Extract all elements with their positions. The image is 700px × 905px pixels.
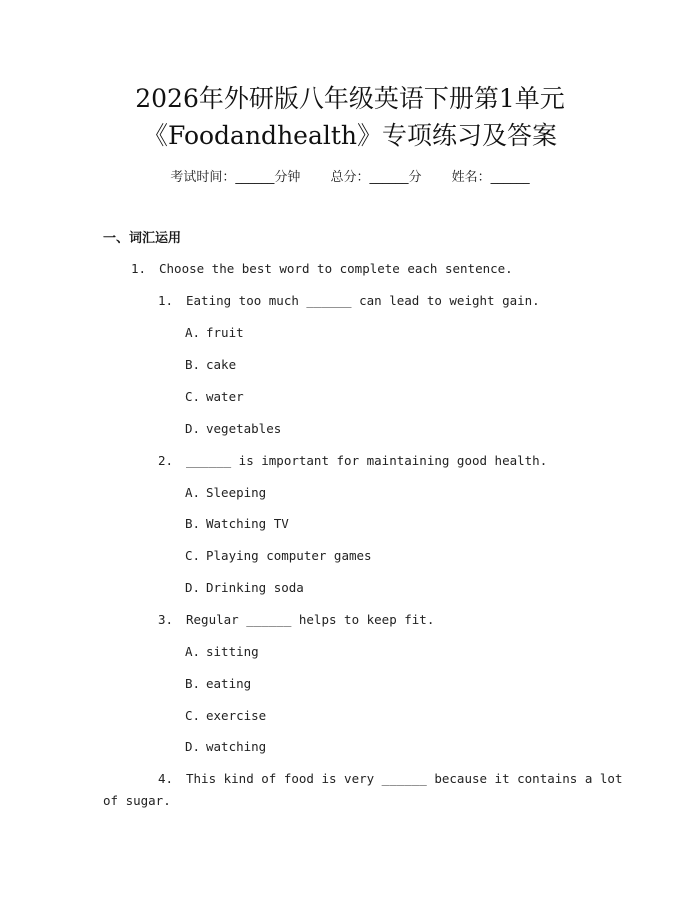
total-score-field: 总分：______分	[330, 170, 422, 185]
option-letter: B.	[185, 357, 201, 372]
question-text: Eating too much ______ can lead to weight gain.	[186, 293, 540, 308]
option-letter: A.	[185, 485, 201, 500]
option-letter: B.	[185, 516, 201, 531]
doc-title-line-2: 《Foodandhealth》专项练习及答案	[142, 121, 558, 150]
question-number: 3.	[158, 612, 174, 627]
option-text: water	[206, 389, 244, 404]
q1-option-b	[185, 355, 236, 375]
question-1	[158, 291, 540, 311]
option-letter: A.	[185, 325, 201, 340]
doc-title-line-1: 2026年外研版八年级英语下册第1单元	[135, 84, 565, 113]
option-text: cake	[206, 357, 237, 372]
option-text: Playing computer games	[206, 548, 372, 563]
option-letter: C.	[185, 548, 201, 563]
student-name-field: 姓名：______	[451, 170, 530, 185]
exam-meta	[0, 168, 700, 188]
question-number: 2.	[158, 453, 174, 468]
option-text: Watching TV	[206, 516, 289, 531]
option-letter: D.	[185, 421, 201, 436]
option-letter: D.	[185, 580, 201, 595]
task-number: 1.	[131, 261, 147, 276]
q3-option-b	[185, 674, 251, 694]
q1-option-c	[185, 387, 244, 407]
q2-option-b	[185, 514, 289, 534]
option-letter: D.	[185, 739, 201, 754]
option-text: Sleeping	[206, 485, 267, 500]
question-4-continuation: of sugar.	[103, 793, 171, 808]
question-number: 1.	[158, 293, 174, 308]
q2-option-a	[185, 483, 266, 503]
question-3	[158, 610, 434, 630]
q1-option-a	[185, 323, 244, 343]
q1-option-d	[185, 419, 281, 439]
option-text: eating	[206, 676, 252, 691]
task-instruction	[131, 259, 513, 279]
q3-option-d	[185, 737, 266, 757]
option-text: exercise	[206, 708, 267, 723]
question-2	[158, 451, 547, 471]
option-text: fruit	[206, 325, 244, 340]
q2-option-d	[185, 578, 304, 598]
option-letter: C.	[185, 708, 201, 723]
q3-option-a	[185, 642, 259, 662]
option-text: vegetables	[206, 421, 282, 436]
option-text: watching	[206, 739, 267, 754]
option-letter: B.	[185, 676, 201, 691]
q2-option-c	[185, 546, 372, 566]
option-letter: C.	[185, 389, 201, 404]
option-letter: A.	[185, 644, 201, 659]
q3-option-c	[185, 706, 266, 726]
question-text: ______ is important for maintaining good health.	[186, 453, 548, 468]
task-text: Choose the best word to complete each sentence.	[159, 261, 513, 276]
option-text: Drinking soda	[206, 580, 304, 595]
question-4	[158, 769, 623, 789]
question-number: 4.	[158, 771, 174, 786]
option-text: sitting	[206, 644, 259, 659]
question-text: Regular ______ helps to keep fit.	[186, 612, 435, 627]
section-heading: 一、词汇运用	[103, 231, 182, 246]
question-text-line-1: This kind of food is very ______ because it contains a lot	[186, 771, 623, 786]
exam-time-field: 考试时间：______分钟	[170, 170, 301, 185]
